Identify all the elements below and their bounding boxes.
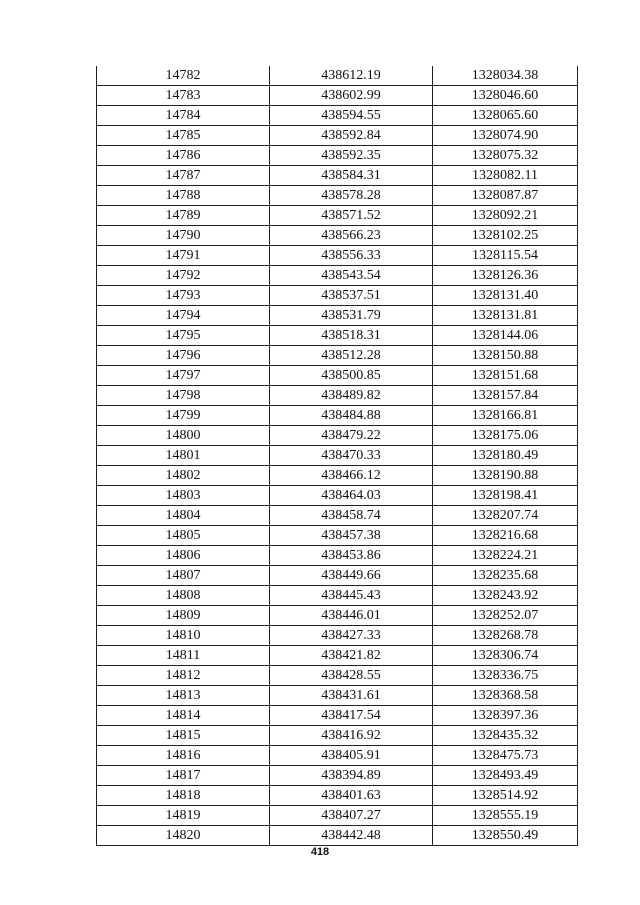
table-row: [97, 206, 578, 226]
y-coordinate-cell: 1328368.58: [433, 686, 578, 706]
table-row: [97, 146, 578, 166]
table-row: [97, 466, 578, 486]
x-coordinate-cell: 438479.22: [270, 426, 433, 446]
point-id-cell: 14796: [97, 346, 270, 366]
point-id-cell: 14798: [97, 386, 270, 406]
table-row: [97, 66, 578, 86]
y-coordinate-cell: 1328150.88: [433, 346, 578, 366]
x-coordinate-cell: 438394.89: [270, 766, 433, 786]
y-coordinate-cell: 1328074.90: [433, 126, 578, 146]
table-row: [97, 626, 578, 646]
table-row: [97, 346, 578, 366]
x-coordinate-cell: 438512.28: [270, 346, 433, 366]
x-coordinate-cell: 438489.82: [270, 386, 433, 406]
y-coordinate-cell: 1328336.75: [433, 666, 578, 686]
table-row: [97, 726, 578, 746]
x-coordinate-cell: 438578.28: [270, 186, 433, 206]
point-id-cell: 14793: [97, 286, 270, 306]
point-id-cell: 14797: [97, 366, 270, 386]
y-coordinate-cell: 1328243.92: [433, 586, 578, 606]
point-id-cell: 14799: [97, 406, 270, 426]
table-row: [97, 226, 578, 246]
point-id-cell: 14808: [97, 586, 270, 606]
point-id-cell: 14805: [97, 526, 270, 546]
y-coordinate-cell: 1328235.68: [433, 566, 578, 586]
y-coordinate-cell: 1328216.68: [433, 526, 578, 546]
table-row: [97, 506, 578, 526]
y-coordinate-cell: 1328046.60: [433, 86, 578, 106]
y-coordinate-cell: 1328075.32: [433, 146, 578, 166]
page-number: 418: [310, 846, 330, 858]
table-row: [97, 706, 578, 726]
table-row: [97, 386, 578, 406]
x-coordinate-cell: 438584.31: [270, 166, 433, 186]
table-row: [97, 366, 578, 386]
x-coordinate-cell: 438407.27: [270, 806, 433, 826]
point-id-cell: 14785: [97, 126, 270, 146]
table-row: [97, 766, 578, 786]
point-id-cell: 14792: [97, 266, 270, 286]
x-coordinate-cell: 438602.99: [270, 86, 433, 106]
table-row: [97, 186, 578, 206]
x-coordinate-cell: 438417.54: [270, 706, 433, 726]
table-row: [97, 286, 578, 306]
point-id-cell: 14804: [97, 506, 270, 526]
x-coordinate-cell: 438442.48: [270, 826, 433, 846]
point-id-cell: 14810: [97, 626, 270, 646]
x-coordinate-cell: 438592.35: [270, 146, 433, 166]
table-row: [97, 666, 578, 686]
point-id-cell: 14795: [97, 326, 270, 346]
y-coordinate-cell: 1328065.60: [433, 106, 578, 126]
point-id-cell: 14816: [97, 746, 270, 766]
table-row: [97, 486, 578, 506]
y-coordinate-cell: 1328198.41: [433, 486, 578, 506]
y-coordinate-cell: 1328306.74: [433, 646, 578, 666]
table-row: [97, 106, 578, 126]
point-id-cell: 14786: [97, 146, 270, 166]
x-coordinate-cell: 438592.84: [270, 126, 433, 146]
y-coordinate-cell: 1328131.81: [433, 306, 578, 326]
table-row: [97, 746, 578, 766]
x-coordinate-cell: 438531.79: [270, 306, 433, 326]
y-coordinate-cell: 1328180.49: [433, 446, 578, 466]
x-coordinate-cell: 438466.12: [270, 466, 433, 486]
x-coordinate-cell: 438566.23: [270, 226, 433, 246]
x-coordinate-cell: 438445.43: [270, 586, 433, 606]
table-row: [97, 566, 578, 586]
table-row: [97, 306, 578, 326]
point-id-cell: 14790: [97, 226, 270, 246]
y-coordinate-cell: 1328435.32: [433, 726, 578, 746]
point-id-cell: 14814: [97, 706, 270, 726]
point-id-cell: 14806: [97, 546, 270, 566]
y-coordinate-cell: 1328397.36: [433, 706, 578, 726]
x-coordinate-cell: 438453.86: [270, 546, 433, 566]
y-coordinate-cell: 1328102.25: [433, 226, 578, 246]
table-row: [97, 586, 578, 606]
table-row: [97, 646, 578, 666]
x-coordinate-cell: 438446.01: [270, 606, 433, 626]
x-coordinate-cell: 438428.55: [270, 666, 433, 686]
y-coordinate-cell: 1328175.06: [433, 426, 578, 446]
y-coordinate-cell: 1328493.49: [433, 766, 578, 786]
table-row: [97, 246, 578, 266]
point-id-cell: 14794: [97, 306, 270, 326]
table-row: [97, 426, 578, 446]
x-coordinate-cell: 438449.66: [270, 566, 433, 586]
point-id-cell: 14812: [97, 666, 270, 686]
point-id-cell: 14782: [97, 66, 270, 86]
x-coordinate-cell: 438431.61: [270, 686, 433, 706]
point-id-cell: 14783: [97, 86, 270, 106]
x-coordinate-cell: 438470.33: [270, 446, 433, 466]
x-coordinate-cell: 438457.38: [270, 526, 433, 546]
x-coordinate-cell: 438458.74: [270, 506, 433, 526]
table-row: [97, 786, 578, 806]
y-coordinate-cell: 1328087.87: [433, 186, 578, 206]
y-coordinate-cell: 1328190.88: [433, 466, 578, 486]
coordinate-table: [96, 66, 578, 846]
table-row: [97, 126, 578, 146]
y-coordinate-cell: 1328555.19: [433, 806, 578, 826]
y-coordinate-cell: 1328115.54: [433, 246, 578, 266]
table-row: [97, 326, 578, 346]
y-coordinate-cell: 1328151.68: [433, 366, 578, 386]
y-coordinate-cell: 1328207.74: [433, 506, 578, 526]
point-id-cell: 14815: [97, 726, 270, 746]
x-coordinate-cell: 438416.92: [270, 726, 433, 746]
y-coordinate-cell: 1328224.21: [433, 546, 578, 566]
point-id-cell: 14803: [97, 486, 270, 506]
y-coordinate-cell: 1328550.49: [433, 826, 578, 846]
table-row: [97, 686, 578, 706]
x-coordinate-cell: 438421.82: [270, 646, 433, 666]
point-id-cell: 14787: [97, 166, 270, 186]
x-coordinate-cell: 438518.31: [270, 326, 433, 346]
y-coordinate-cell: 1328268.78: [433, 626, 578, 646]
x-coordinate-cell: 438401.63: [270, 786, 433, 806]
x-coordinate-cell: 438571.52: [270, 206, 433, 226]
y-coordinate-cell: 1328131.40: [433, 286, 578, 306]
point-id-cell: 14807: [97, 566, 270, 586]
y-coordinate-cell: 1328252.07: [433, 606, 578, 626]
point-id-cell: 14813: [97, 686, 270, 706]
table-row: [97, 86, 578, 106]
table-row: [97, 826, 578, 846]
point-id-cell: 14811: [97, 646, 270, 666]
point-id-cell: 14802: [97, 466, 270, 486]
table-row: [97, 406, 578, 426]
y-coordinate-cell: 1328082.11: [433, 166, 578, 186]
table-row: [97, 606, 578, 626]
table-row: [97, 446, 578, 466]
table-row: [97, 526, 578, 546]
point-id-cell: 14818: [97, 786, 270, 806]
x-coordinate-cell: 438427.33: [270, 626, 433, 646]
point-id-cell: 14820: [97, 826, 270, 846]
y-coordinate-cell: 1328166.81: [433, 406, 578, 426]
point-id-cell: 14819: [97, 806, 270, 826]
x-coordinate-cell: 438500.85: [270, 366, 433, 386]
x-coordinate-cell: 438537.51: [270, 286, 433, 306]
point-id-cell: 14788: [97, 186, 270, 206]
table-row: [97, 166, 578, 186]
point-id-cell: 14801: [97, 446, 270, 466]
table-row: [97, 806, 578, 826]
table-row: [97, 266, 578, 286]
y-coordinate-cell: 1328034.38: [433, 66, 578, 86]
coordinate-table-body: [97, 66, 578, 846]
x-coordinate-cell: 438543.54: [270, 266, 433, 286]
x-coordinate-cell: 438612.19: [270, 66, 433, 86]
x-coordinate-cell: 438556.33: [270, 246, 433, 266]
point-id-cell: 14809: [97, 606, 270, 626]
point-id-cell: 14784: [97, 106, 270, 126]
y-coordinate-cell: 1328126.36: [433, 266, 578, 286]
x-coordinate-cell: 438464.03: [270, 486, 433, 506]
y-coordinate-cell: 1328144.06: [433, 326, 578, 346]
y-coordinate-cell: 1328475.73: [433, 746, 578, 766]
table-row: [97, 546, 578, 566]
x-coordinate-cell: 438484.88: [270, 406, 433, 426]
point-id-cell: 14817: [97, 766, 270, 786]
x-coordinate-cell: 438594.55: [270, 106, 433, 126]
y-coordinate-cell: 1328514.92: [433, 786, 578, 806]
x-coordinate-cell: 438405.91: [270, 746, 433, 766]
y-coordinate-cell: 1328157.84: [433, 386, 578, 406]
point-id-cell: 14789: [97, 206, 270, 226]
y-coordinate-cell: 1328092.21: [433, 206, 578, 226]
point-id-cell: 14791: [97, 246, 270, 266]
point-id-cell: 14800: [97, 426, 270, 446]
